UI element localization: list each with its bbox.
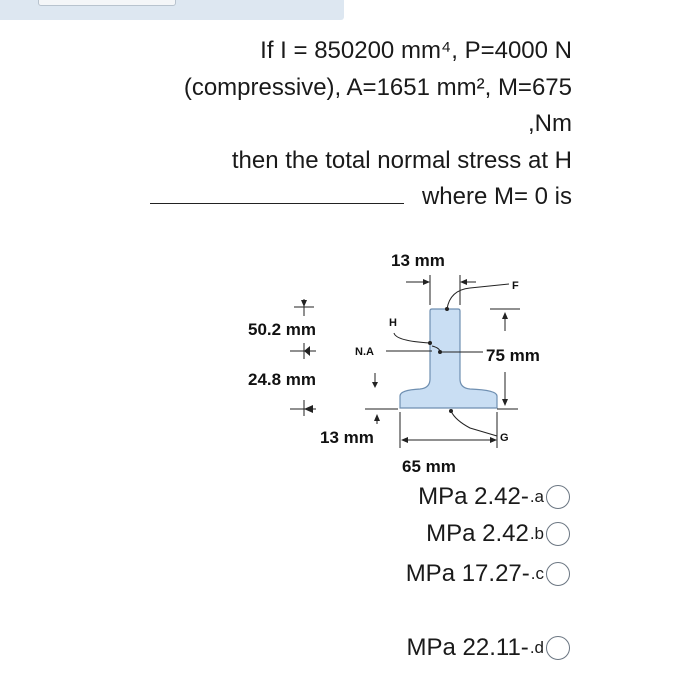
height-label: 75 mm bbox=[486, 346, 540, 365]
option-b-text: MPa 2.42 bbox=[426, 520, 529, 547]
h-point-dot bbox=[428, 341, 432, 345]
option-d-text: MPa 22.11- bbox=[406, 634, 529, 661]
top-width-arrowhead-left bbox=[423, 279, 430, 285]
option-c-radio[interactable] bbox=[546, 562, 570, 586]
question-line-4: then the total normal stress at H bbox=[231, 146, 572, 174]
lower-depth-arrowhead bbox=[372, 382, 378, 388]
base-width-arrowhead-left bbox=[401, 437, 408, 443]
base-width-arrowhead-right bbox=[490, 437, 497, 443]
t-section-shape bbox=[400, 309, 497, 408]
g-leader bbox=[451, 411, 497, 436]
option-d-letter: .d bbox=[529, 638, 544, 657]
option-a-radio[interactable] bbox=[546, 485, 570, 509]
g-point-dot bbox=[449, 409, 453, 413]
option-d[interactable] bbox=[407, 633, 570, 663]
g-point-label: G bbox=[500, 432, 509, 444]
option-b-letter: .b bbox=[529, 524, 544, 543]
question-line-2: (compressive), A=1651 mm², M=675 bbox=[183, 73, 572, 101]
option-a-letter: .a bbox=[529, 487, 544, 506]
top-width-label: 13 mm bbox=[391, 251, 445, 270]
f-point-label: F bbox=[512, 280, 519, 292]
option-c-text: MPa 17.27- bbox=[405, 560, 530, 587]
option-a[interactable] bbox=[418, 482, 570, 512]
question-line-1: If I = 850200 mm⁴, P=4000 N bbox=[260, 37, 572, 64]
option-c-letter: .c bbox=[530, 564, 544, 583]
f-point-dot bbox=[445, 307, 449, 311]
lower-depth-label: 24.8 mm bbox=[248, 370, 317, 389]
upper-tick-arrow bbox=[301, 300, 307, 307]
option-b-radio[interactable] bbox=[546, 522, 570, 546]
question-line-5-text: where M= 0 is bbox=[421, 183, 572, 210]
upper-depth-label: 50.2 mm bbox=[248, 320, 317, 339]
h-leader bbox=[394, 333, 430, 343]
bottom-tick-arrow bbox=[304, 405, 313, 413]
option-a-text: MPa 2.42- bbox=[418, 483, 529, 510]
top-width-arrowhead-right bbox=[460, 279, 467, 285]
na-tick-arrow bbox=[304, 346, 310, 356]
question-line-3: ,Nm bbox=[528, 110, 572, 137]
option-c[interactable] bbox=[406, 559, 570, 589]
height-arrowhead-top bbox=[502, 312, 508, 319]
base-width-label: 65 mm bbox=[402, 457, 456, 476]
height-arrowhead-bottom bbox=[502, 399, 508, 406]
flange-thickness-label: 13 mm bbox=[320, 428, 374, 447]
option-b[interactable] bbox=[426, 519, 570, 549]
f-leader bbox=[447, 284, 509, 309]
na-label: N.A bbox=[355, 346, 374, 358]
h-point-label: H bbox=[389, 317, 397, 329]
option-d-radio[interactable] bbox=[546, 636, 570, 660]
